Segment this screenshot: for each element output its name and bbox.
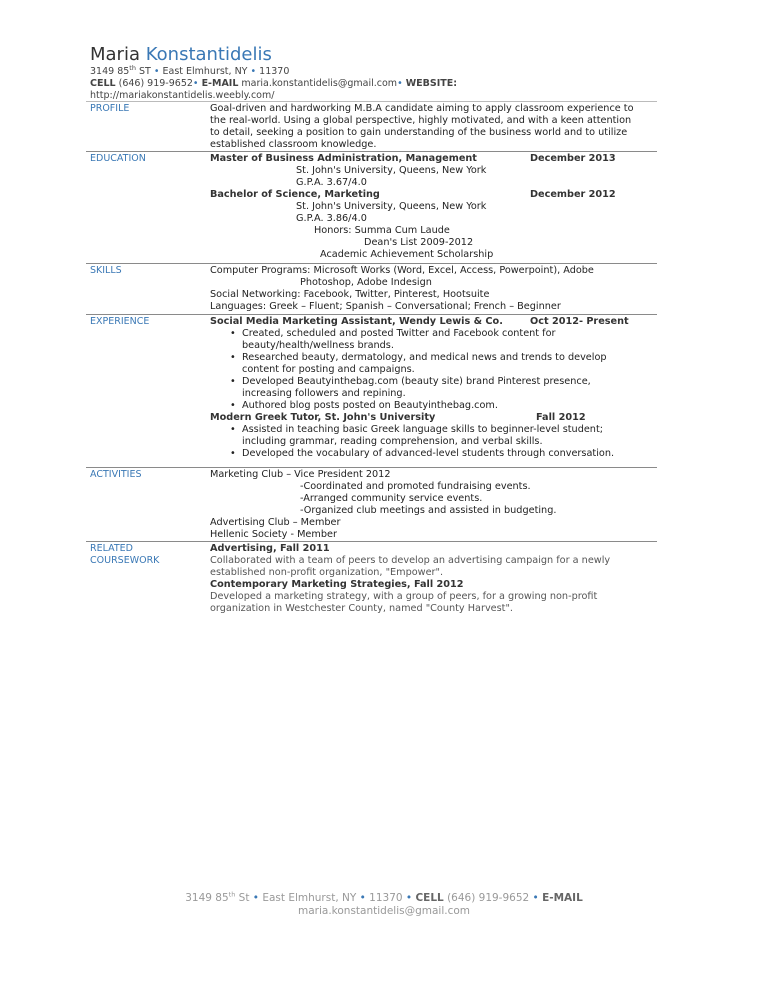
activity-role: – Vice President 2012 [283, 469, 391, 480]
degree-bachelor [210, 189, 655, 201]
job-title: Modern Greek Tutor, St. John's University [210, 412, 436, 423]
skill-label: Social Networking: [210, 289, 301, 300]
skill-label: Computer Programs: [210, 265, 311, 276]
degree-date: December 2012 [530, 189, 616, 200]
bullet-text: Assisted in teaching basic Greek language skills to beginner-level student; [242, 424, 604, 435]
email-label: E-MAIL [201, 78, 239, 89]
job-title-row [210, 316, 655, 328]
skill-computer-cont: Photoshop, Adobe Indesign [300, 277, 432, 288]
separator-dot: • [359, 892, 366, 904]
course-title: Advertising, Fall 2011 [210, 543, 330, 554]
bullet-cont: beauty/health/wellness brands. [242, 340, 394, 351]
activities-section [86, 467, 657, 540]
degree-title: Bachelor of Science, Marketing [210, 189, 380, 200]
course-desc: Collaborated with a team of peers to develop an advertising campaign for a newly [210, 555, 611, 566]
education-section [86, 151, 657, 262]
job-bullet [210, 424, 655, 436]
candidate-name [90, 44, 272, 66]
activity-role: – Member [289, 517, 341, 528]
bullet-text: Created, scheduled and posted Twitter and Facebook content for [242, 328, 556, 339]
bullet-text: Researched beauty, dermatology, and medical news and trends to develop [242, 352, 607, 363]
cell-label: CELL [90, 78, 116, 89]
footer-sup: th [228, 890, 236, 899]
footer-street-rest: St [235, 892, 250, 904]
coursework-label-line: COURSEWORK [90, 555, 160, 566]
cell-number: (646) 919-9652 [118, 78, 193, 89]
education-body [210, 153, 655, 261]
bullet-dot: • [230, 448, 236, 459]
coursework-body [210, 543, 655, 615]
experience-body [210, 316, 655, 460]
course-desc: established non-profit organization, "Empower". [210, 567, 444, 578]
honors-line: Honors: Summa Cum Laude [314, 225, 450, 236]
address-street: 3149 85 [90, 66, 130, 77]
address-rest: ST [135, 66, 151, 77]
activity-item [210, 517, 655, 529]
section-label-experience: EXPERIENCE [90, 316, 150, 327]
skill-value: Greek – Fluent; Spanish – Conversational; French – Beginner [266, 301, 561, 312]
bullet-cont: increasing followers and repining. [242, 388, 406, 399]
bullet-cont: content for posting and campaigns. [242, 364, 415, 375]
activity-item [210, 529, 655, 541]
section-label-profile: PROFILE [90, 103, 130, 114]
footer-email-label: E-MAIL [542, 892, 583, 904]
profile-line: the real-world. Using a global perspective, highly motivated, and with a keen attention [210, 115, 632, 126]
degree-date: December 2013 [530, 153, 616, 164]
job-title-row [210, 412, 655, 424]
activity-name: Advertising Club [210, 517, 290, 528]
address-sup: th [129, 63, 136, 72]
address-zip: 11370 [259, 66, 290, 77]
coursework-label-line: RELATED [90, 543, 133, 554]
footer-zip: 11370 [369, 892, 403, 904]
website-link[interactable]: http://mariakonstantidelis.weebly.com/ [90, 90, 275, 101]
skills-body [210, 265, 655, 313]
skill-value: Microsoft Works (Word, Excel, Access, Powerpoint), Adobe [310, 265, 594, 276]
bullet-text: Authored blog posts posted on Beautyinthebag.com. [242, 400, 498, 411]
separator-dot: • [192, 78, 199, 89]
skills-section [86, 263, 657, 312]
separator-dot: • [252, 892, 259, 904]
separator-dot: • [250, 66, 257, 77]
activity-detail: -Arranged community service events. [300, 493, 483, 504]
page-footer [0, 892, 768, 918]
skill-value: Facebook, Twitter, Pinterest, Hootsuite [300, 289, 490, 300]
separator-dot: • [397, 78, 403, 89]
activity-role: - Member [287, 529, 337, 540]
gpa-line: G.P.A. 3.86/4.0 [296, 213, 367, 224]
profile-text [210, 103, 655, 151]
job-bullet [210, 328, 655, 340]
bullet-dot: • [230, 400, 236, 411]
section-label-coursework [90, 543, 159, 567]
footer-cell-label: CELL [415, 892, 444, 904]
school-line: St. John's University, Queens, New York [296, 165, 487, 176]
separator-dot: • [405, 892, 413, 904]
skill-label: Languages: [210, 301, 267, 312]
activity-name: Marketing Club [210, 469, 284, 480]
skill-languages [210, 301, 655, 313]
honors-line: Dean's List 2009-2012 [364, 237, 474, 248]
footer-street: 3149 85 [185, 892, 229, 904]
footer-cell: (646) 919-9652 [447, 892, 530, 904]
section-label-activities: ACTIVITIES [90, 469, 142, 480]
degree-title: Master of Business Administration, Management [210, 153, 477, 164]
course-desc: organization in Westchester County, named "County Harvest". [210, 603, 514, 614]
contact-block [90, 63, 670, 102]
bullet-dot: • [230, 376, 236, 387]
job-bullet [210, 448, 655, 460]
website-label: WEBSITE: [405, 78, 458, 89]
bullet-text: Developed Beautyinthebag.com (beauty site) brand Pinterest presence, [242, 376, 591, 387]
course-title: Contemporary Marketing Strategies, Fall 2012 [210, 579, 464, 590]
footer-city: East Elmhurst, NY [262, 892, 357, 904]
school-line: St. John's University, Queens, New York [296, 201, 487, 212]
profile-line: Goal-driven and hardworking M.B.A candidate aiming to apply classroom experience to [210, 103, 634, 114]
email-address[interactable]: maria.konstantidelis@gmail.com [241, 78, 398, 89]
first-name: Maria [90, 44, 140, 65]
separator-dot: • [532, 892, 539, 904]
address-city: East Elmhurst, NY [162, 66, 248, 77]
job-bullet [210, 400, 655, 412]
separator-dot: • [153, 66, 160, 77]
bullet-cont: including grammar, reading comprehension, and verbal skills. [242, 436, 543, 447]
section-label-education: EDUCATION [90, 153, 146, 164]
honors-line: Academic Achievement Scholarship [320, 249, 494, 260]
footer-email[interactable]: maria.konstantidelis@gmail.com [297, 905, 471, 917]
profile-line: established classroom knowledge. [210, 139, 377, 150]
job-date: Oct 2012- Present [530, 316, 629, 327]
bullet-dot: • [230, 352, 236, 363]
bullet-text: Developed the vocabulary of advanced-level students through conversation. [242, 448, 615, 459]
activity-name: Hellenic Society [210, 529, 288, 540]
job-bullet [210, 376, 655, 388]
job-title: Social Media Marketing Assistant, Wendy Lewis & Co. [210, 316, 503, 327]
activity-detail: -Coordinated and promoted fundraising events. [300, 481, 531, 492]
bullet-dot: • [230, 424, 236, 435]
experience-section [86, 314, 657, 465]
activity-detail: -Organized club meetings and assisted in budgeting. [300, 505, 557, 516]
skill-social [210, 289, 655, 301]
profile-line: to detail, seeking a position to gain understanding of the business world and to utilize [210, 127, 628, 138]
profile-section [86, 101, 657, 150]
degree-master [210, 153, 655, 165]
gpa-line: G.P.A. 3.67/4.0 [296, 177, 367, 188]
activities-body [210, 469, 655, 541]
skill-computer [210, 265, 655, 277]
job-bullet [210, 352, 655, 364]
course-desc: Developed a marketing strategy, with a group of peers, for a growing non-profit [210, 591, 598, 602]
bullet-dot: • [230, 328, 236, 339]
activity-item [210, 469, 655, 481]
last-name: Konstantidelis [145, 44, 272, 65]
coursework-section [86, 541, 657, 614]
section-label-skills: SKILLS [90, 265, 122, 276]
job-date: Fall 2012 [536, 412, 586, 423]
